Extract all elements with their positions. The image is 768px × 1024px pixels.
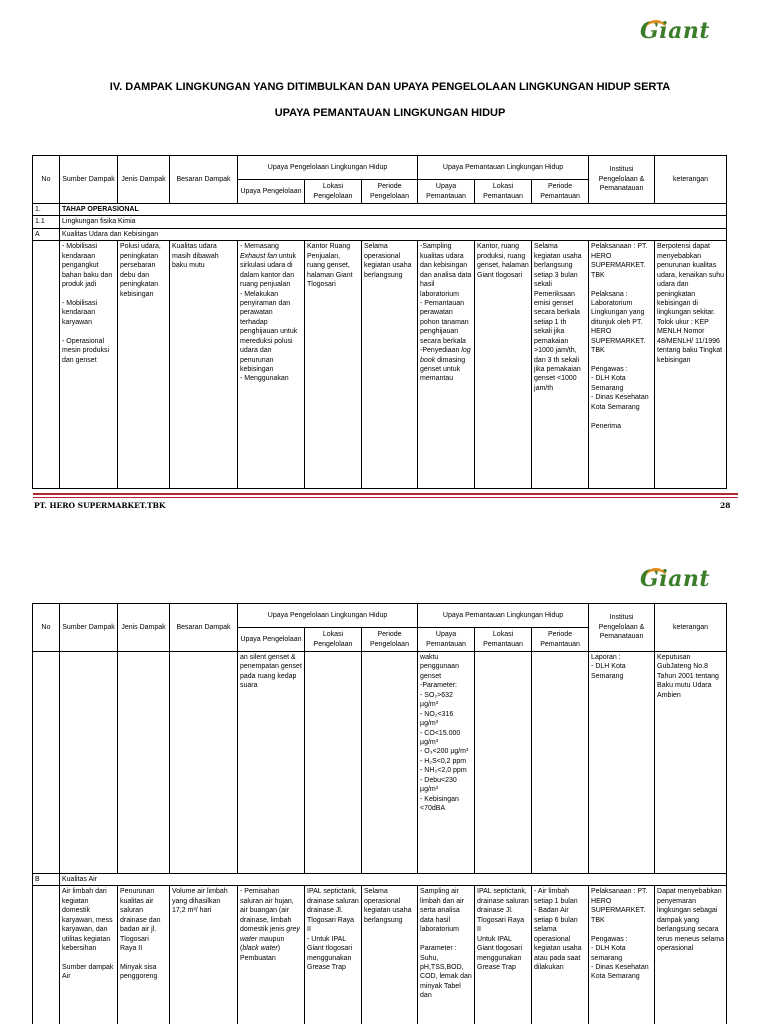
footer-page-number: 28 [720, 501, 731, 510]
section-no: A [33, 228, 60, 240]
header-keterangan: keterangan [655, 604, 727, 652]
giant-logo [640, 14, 711, 48]
header-periode-pemantauan: Periode Pemantauan [532, 180, 589, 204]
page-2 [0, 540, 768, 1024]
section-row [33, 228, 727, 240]
section-label: Kualitas Udara dan Kebisingan [60, 228, 727, 240]
header-periode-pemantauan: Periode Pemantauan [532, 628, 589, 652]
header-upaya-pemantauan: Upaya Pemantauan [418, 628, 475, 652]
page2-table [32, 603, 727, 1024]
cell-upaya-pengelolaan [238, 886, 305, 1024]
table-row [33, 886, 727, 1024]
section-no: 1.1 [33, 216, 60, 228]
text-part-italic: Exhaust fan [240, 252, 277, 260]
header-upaya-pengelolaan-group: Upaya Pengelolaan Lingkungan Hidup [238, 604, 418, 628]
cell-lokasi-pengelolaan [305, 652, 362, 874]
cell-lokasi-pengelolaan: IPAL septictank, drainase saluran drainase Jl. Tlogosari Raya II - Untuk IPAL Giant tlogosari menggunakan Grease Trap [305, 886, 362, 1024]
header-lokasi-pengelolaan: Lokasi Pengelolaan [305, 180, 362, 204]
cell-sumber-dampak [60, 652, 118, 874]
header-no: No [33, 604, 60, 652]
cell-lokasi-pemantauan: IPAL septictank, drainase saluran drainase Jl. Tlogosari Raya II Untuk IPAL Giant tlogosari menggunakan Grease Trap [475, 886, 532, 1024]
text-part: dimasing genset untuk memantau [420, 356, 466, 383]
text-part: - Memasang [240, 243, 279, 251]
header-upaya-pemantauan-group: Upaya Pemantauan Lingkungan Hidup [418, 156, 589, 180]
cell-no [33, 886, 60, 1024]
header-sumber-dampak: Sumber Dampak [60, 156, 118, 204]
cell-upaya-pemantauan [418, 241, 475, 489]
header-jenis-dampak: Jenis Dampak [118, 604, 170, 652]
logo-swoosh-icon [646, 20, 666, 37]
cell-no [33, 241, 60, 489]
text-part-italic: grey water [240, 926, 300, 943]
section-label: TAHAP OPERASIONAL [60, 204, 727, 216]
cell-no [33, 652, 60, 874]
cell-upaya-pengelolaan [238, 241, 305, 489]
cell-periode-pengelolaan: Selama operasional kegiatan usaha berlangsung [362, 241, 418, 489]
cell-lokasi-pemantauan: Kantor, ruang produksi, ruang genset, halaman Giant tlogosari [475, 241, 532, 489]
cell-besaran-dampak: Kualitas udara masih dibawah baku mutu [170, 241, 238, 489]
header-institusi: Institusi Pengelolaan & Pemanatauan [589, 604, 655, 652]
header-lokasi-pengelolaan: Lokasi Pengelolaan [305, 628, 362, 652]
section-row [33, 216, 727, 228]
section-label: Kualitas Air [60, 874, 727, 886]
table-row [33, 652, 727, 874]
cell-sumber-dampak: - Mobilisasi kendaraan pengangkut bahan baku dan produk jadi - Mobilisasi kendaraan karyawan - Operasional mesin produksi dan genset [60, 241, 118, 489]
header-sumber-dampak: Sumber Dampak [60, 604, 118, 652]
document-title-line2: UPAYA PEMANTAUAN LINGKUNGAN HIDUP [274, 107, 506, 119]
cell-jenis-dampak: Penurunan kualitas air saluran drainase dan badan air jl. Tlogosari Raya II Minyak sisa penggoreng [118, 886, 170, 1024]
cell-institusi: Pelaksanaan : PT. HERO SUPERMARKET. TBK Pengawas : - DLH Kota semarang - Dinas Kesehatan Kota Semarang [589, 886, 655, 1024]
section-no: B [33, 874, 60, 886]
giant-logo [640, 562, 711, 596]
cell-lokasi-pengelolaan: Kantor Ruang Penjualan, ruang genset, halaman Giant Tlogosari [305, 241, 362, 489]
text-part-italic: log book [420, 347, 471, 364]
cell-sumber-dampak: Air limbah dari kegiatan domestik karyawan, mess karyawan, dan utilitas kegiatan kebersihan Sumber dampak Air [60, 886, 118, 1024]
cell-besaran-dampak [170, 652, 238, 874]
cell-institusi: Pelaksanaan : PT. HERO SUPERMARKET. TBK Pelaksana : Laboratorium Lingkungan yang ditunjuk oleh PT. HERO SUPERMARKET. TBK Pengawas : - DLH Kota Semarang - Dinas Kesehatan Kota Semarang Penerima [589, 241, 655, 489]
header-besaran-dampak: Besaran Dampak [170, 604, 238, 652]
page1-table [32, 155, 727, 489]
footer-rule-thin [33, 497, 738, 498]
text-part: maupun ( [240, 935, 285, 953]
cell-keterangan: Dapat menyebabkan penyemaran lingkungan sebagai dampak yang berlangsung secara terus meneus selama operasional [655, 886, 727, 1024]
cell-jenis-dampak [118, 652, 170, 874]
header-periode-pengelolaan: Periode Pengelolaan [362, 628, 418, 652]
header-besaran-dampak: Besaran Dampak [170, 156, 238, 204]
cell-upaya-pemantauan: Sampling air limbah dan air serta analisa data hasil laboratorium Parameter : Suhu, pH,TSS,BOD, COD, lemak dan minyak Tabel dan [418, 886, 475, 1024]
cell-periode-pengelolaan: Selama operasional kegiatan usaha berlangsung [362, 886, 418, 1024]
header-jenis-dampak: Jenis Dampak [118, 156, 170, 204]
text-part-italic: black water [242, 945, 278, 953]
text-part: ) Pembuatan [240, 945, 281, 962]
logo-text: Giant [640, 566, 711, 592]
footer-rule [33, 493, 738, 495]
section-row [33, 874, 727, 886]
table-row [33, 241, 727, 489]
header-upaya-pengelolaan: Upaya Pengelolaan [238, 628, 305, 652]
header-lokasi-pemantauan: Lokasi Pemantauan [475, 628, 532, 652]
header-upaya-pemantauan: Upaya Pemantauan [418, 180, 475, 204]
header-no: No [33, 156, 60, 204]
cell-keterangan: Keputusan GubJateng No.8 Tahun 2001 tentang Baku mutu Udara Ambien [655, 652, 727, 874]
cell-upaya-pengelolaan: an silent genset & penempatan genset pada ruang kedap suara [238, 652, 305, 874]
cell-periode-pemantauan: Selama kegiatan usaha berlangsung setiap 3 bulan sekali Pemeriksaan emisi genset secara berkala setiap 1 th sekali jika pemakaian >1000 jam/th, dan 3 th sekali jika pemakaian genset <1000 jam/th [532, 241, 589, 489]
cell-upaya-pemantauan: waktu penggunaan genset -Parameter: - SO₂>632 µg/m³ - NO₂<316 µg/m³ - CO<15.000 µg/m³ - O₃<200 µg/m³ - H₂S<0,2 ppm - NH₃<2,0 ppm - Debu<230 µg/m³ - Kebisingan <70dBA [418, 652, 475, 874]
cell-besaran-dampak: Volume air limbah yang dihasilkan 17,2 m³/ hari [170, 886, 238, 1024]
logo-swoosh-icon [646, 568, 666, 585]
section-no: 1. [33, 204, 60, 216]
section-label: Lingkungan fisika Kimia [60, 216, 727, 228]
header-lokasi-pemantauan: Lokasi Pemantauan [475, 180, 532, 204]
text-part: - Pemisahan saluran air hujan, air buangan (air drainase, limbah domestik jenis [240, 888, 294, 934]
document-title-line1: IV. DAMPAK LINGKUNGAN YANG DITIMBULKAN DAN UPAYA PENGELOLAAN LINGKUNGAN HIDUP SERTA [109, 81, 671, 93]
cell-keterangan: Berpotensi dapat menyebabkan penurunan kualitas udara, kenaikan suhu udara dan peningkatan kebisingan di lingkungan sekitar. Tolok ukur : KEP MENLH Nomor 48/MENLH/ 11/1996 tentang baku Tingkat kebisingan [655, 241, 727, 489]
header-periode-pengelolaan: Periode Pengelolaan [362, 180, 418, 204]
cell-jenis-dampak: Polusi udara, peningkatan persebaran debu dan peningkatan kebisingan [118, 241, 170, 489]
cell-periode-pemantauan: - Air limbah setiap 1 bulan - Badan Air setiap 6 bulan selama operasional kegiatan usaha atau pada saat dilakukan [532, 886, 589, 1024]
header-upaya-pengelolaan: Upaya Pengelolaan [238, 180, 305, 204]
section-row [33, 204, 727, 216]
logo-text: Giant [640, 18, 711, 44]
footer-company: PT. HERO SUPERMARKET.TBK [34, 501, 166, 510]
header-keterangan: keterangan [655, 156, 727, 204]
header-upaya-pemantauan-group: Upaya Pemantauan Lingkungan Hidup [418, 604, 589, 628]
header-institusi: Institusi Pengelolaan & Pemanatauan [589, 156, 655, 204]
header-upaya-pengelolaan-group: Upaya Pengelolaan Lingkungan Hidup [238, 156, 418, 180]
cell-periode-pemantauan [532, 652, 589, 874]
text-part: untuk sirkulasi udara di dalam kantor dan ruang penjualan - Melakukan penyiraman dan perawatan terhadap penghijauan untuk mereduksi polusi udara dan penurunan kebisingan - Menggunakan [240, 252, 298, 383]
cell-institusi: Laporan : - DLH Kota Semarang [589, 652, 655, 874]
cell-lokasi-pemantauan [475, 652, 532, 874]
cell-periode-pengelolaan [362, 652, 418, 874]
text-part: -Sampling kualitas udara dan kebisingan dan analisa data hasil laboratorium - Pemantauan perawatan pohon tanaman penghijauan secara berkala -Penyediaan [420, 243, 472, 355]
